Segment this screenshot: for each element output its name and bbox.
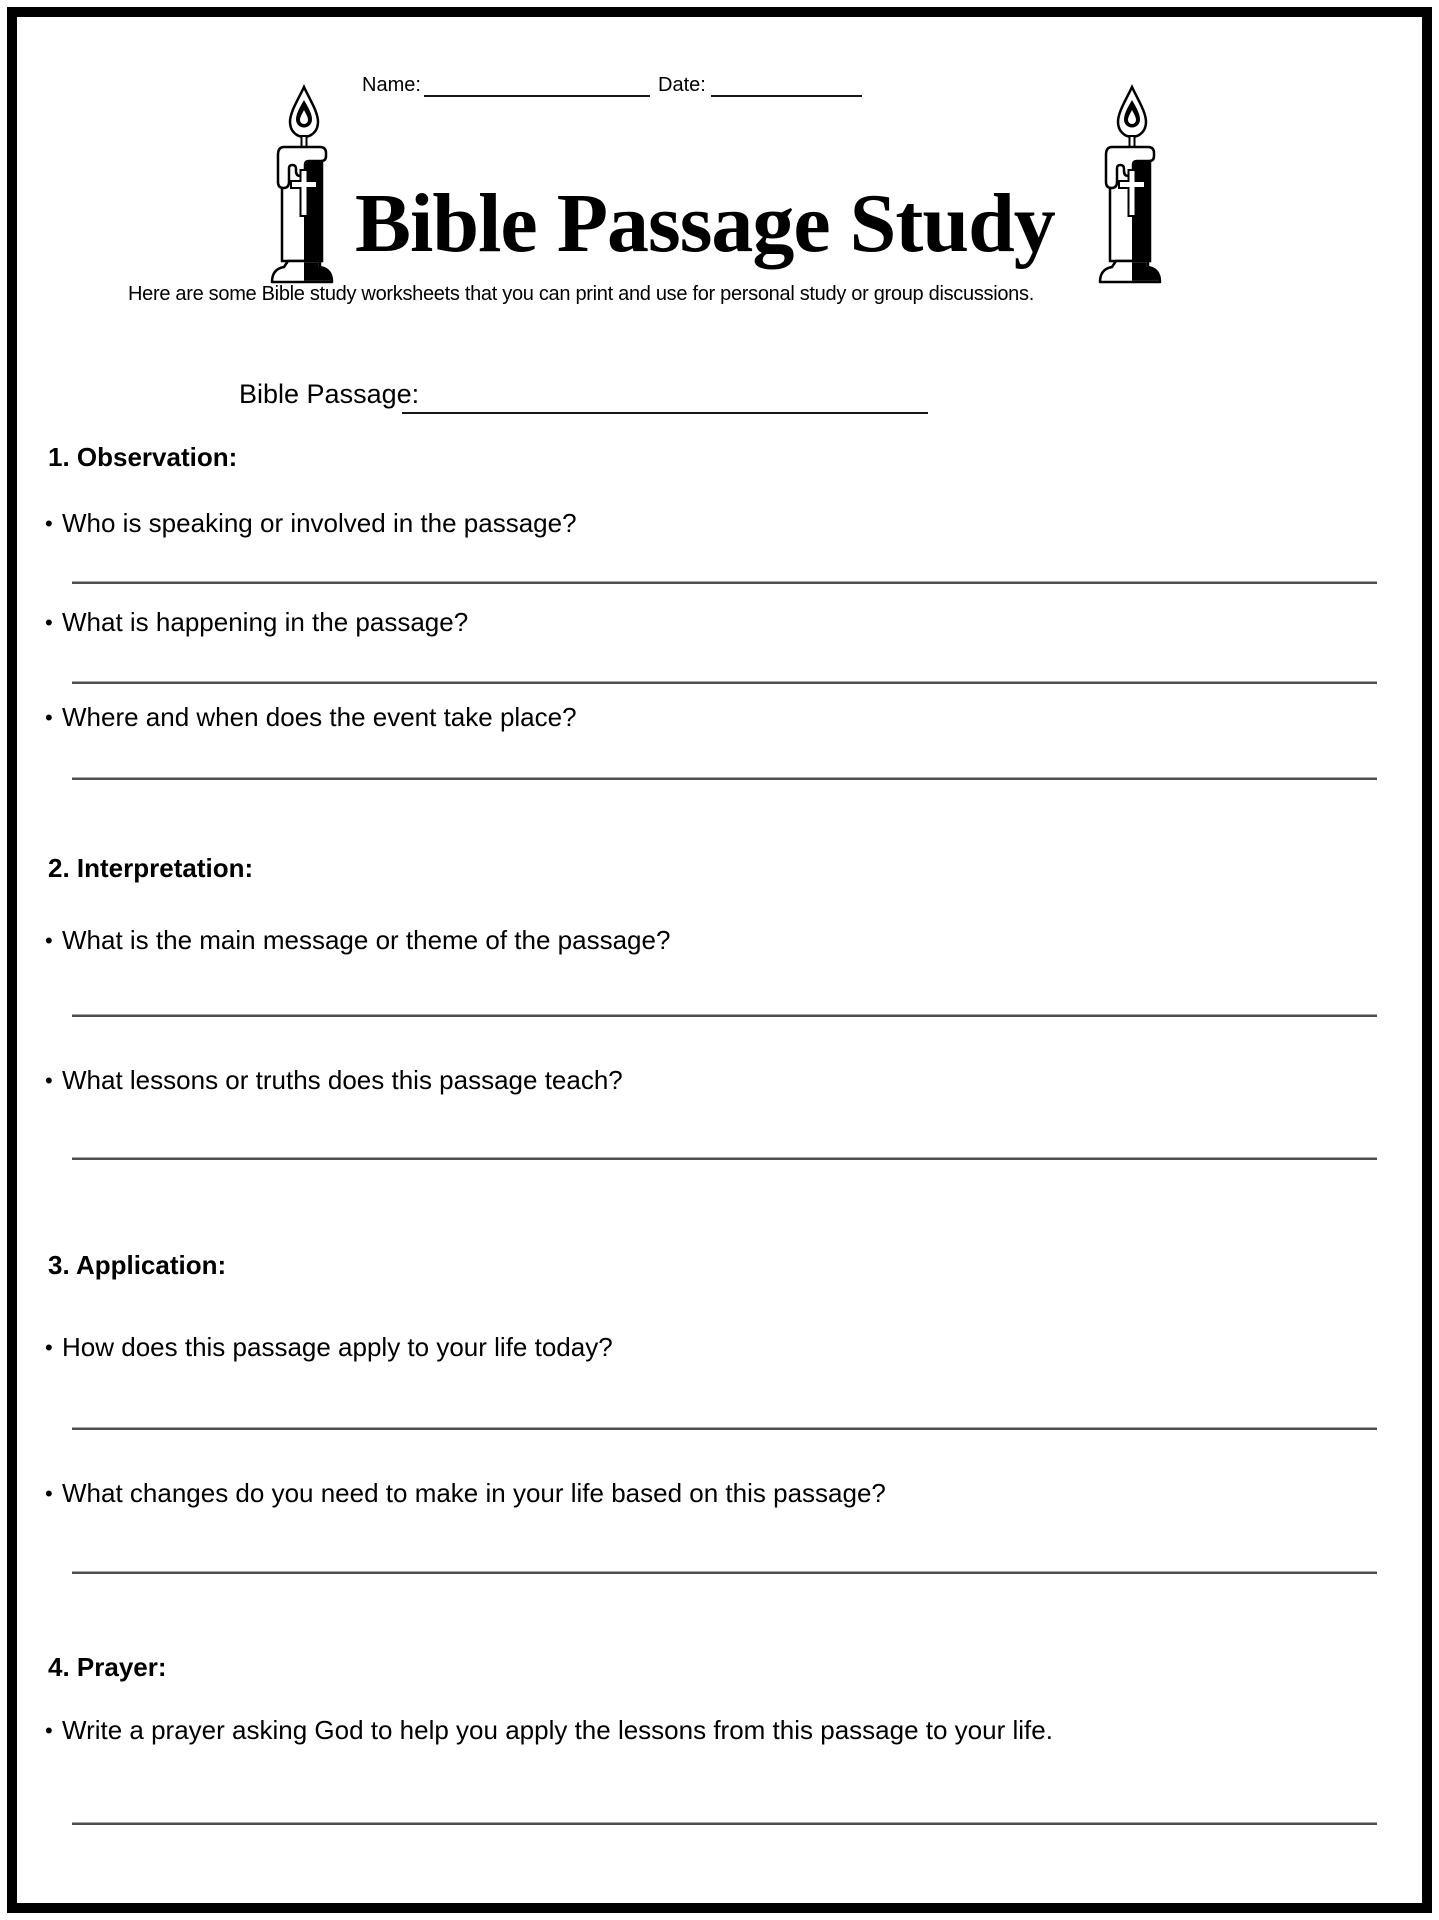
question-text: Write a prayer asking God to help you apply the lessons from this passage to your life.: [62, 1715, 1053, 1745]
bullet-icon: •: [45, 1718, 53, 1743]
question-item: [45, 703, 577, 733]
section-heading: 4. Prayer:: [48, 1652, 167, 1682]
bullet-icon: •: [45, 1481, 53, 1506]
question-item: [45, 1716, 1053, 1746]
candle-cross-icon: [1092, 84, 1168, 284]
answer-line: [72, 1571, 1377, 1574]
question-text: Who is speaking or involved in the passage?: [62, 508, 577, 538]
section-heading: 2. Interpretation:: [48, 853, 254, 883]
question-item: [45, 509, 577, 539]
page-subtitle: Here are some Bible study worksheets that you can print and use for personal study or group discussions.: [128, 283, 1034, 305]
bullet-icon: •: [45, 610, 53, 635]
bullet-icon: •: [45, 511, 53, 536]
candle-cross-icon: [264, 84, 340, 284]
answer-line: [72, 1822, 1377, 1825]
answer-line: [72, 777, 1377, 780]
bullet-icon: •: [45, 705, 53, 730]
bullet-icon: •: [45, 1335, 53, 1360]
section-heading: 3. Application:: [48, 1250, 227, 1280]
answer-line: [72, 581, 1377, 584]
question-item: [45, 1333, 613, 1363]
name-blank-line: [424, 95, 650, 97]
answer-line: [72, 1427, 1377, 1430]
question-item: [45, 1066, 623, 1096]
answer-line: [72, 1014, 1377, 1017]
bullet-icon: •: [45, 1068, 53, 1093]
passage-blank-line: [402, 412, 928, 414]
answer-line: [72, 1157, 1377, 1160]
question-text: What changes do you need to make in your life based on this passage?: [62, 1478, 886, 1508]
question-text: How does this passage apply to your life today?: [62, 1332, 613, 1362]
question-text: Where and when does the event take place?: [62, 702, 577, 732]
date-blank-line: [711, 95, 862, 97]
name-label: Name:: [362, 74, 421, 96]
passage-label: Bible Passage:: [239, 379, 420, 409]
page-title: Bible Passage Study: [355, 177, 1055, 270]
question-text: What lessons or truths does this passage teach?: [62, 1065, 623, 1095]
answer-line: [72, 681, 1377, 684]
bullet-icon: •: [45, 928, 53, 953]
question-text: What is the main message or theme of the passage?: [62, 925, 671, 955]
date-label: Date:: [658, 74, 706, 96]
section-heading: 1. Observation:: [48, 442, 238, 472]
question-item: [45, 608, 468, 638]
question-item: [45, 926, 670, 956]
question-item: [45, 1479, 886, 1509]
question-text: What is happening in the passage?: [62, 607, 469, 637]
